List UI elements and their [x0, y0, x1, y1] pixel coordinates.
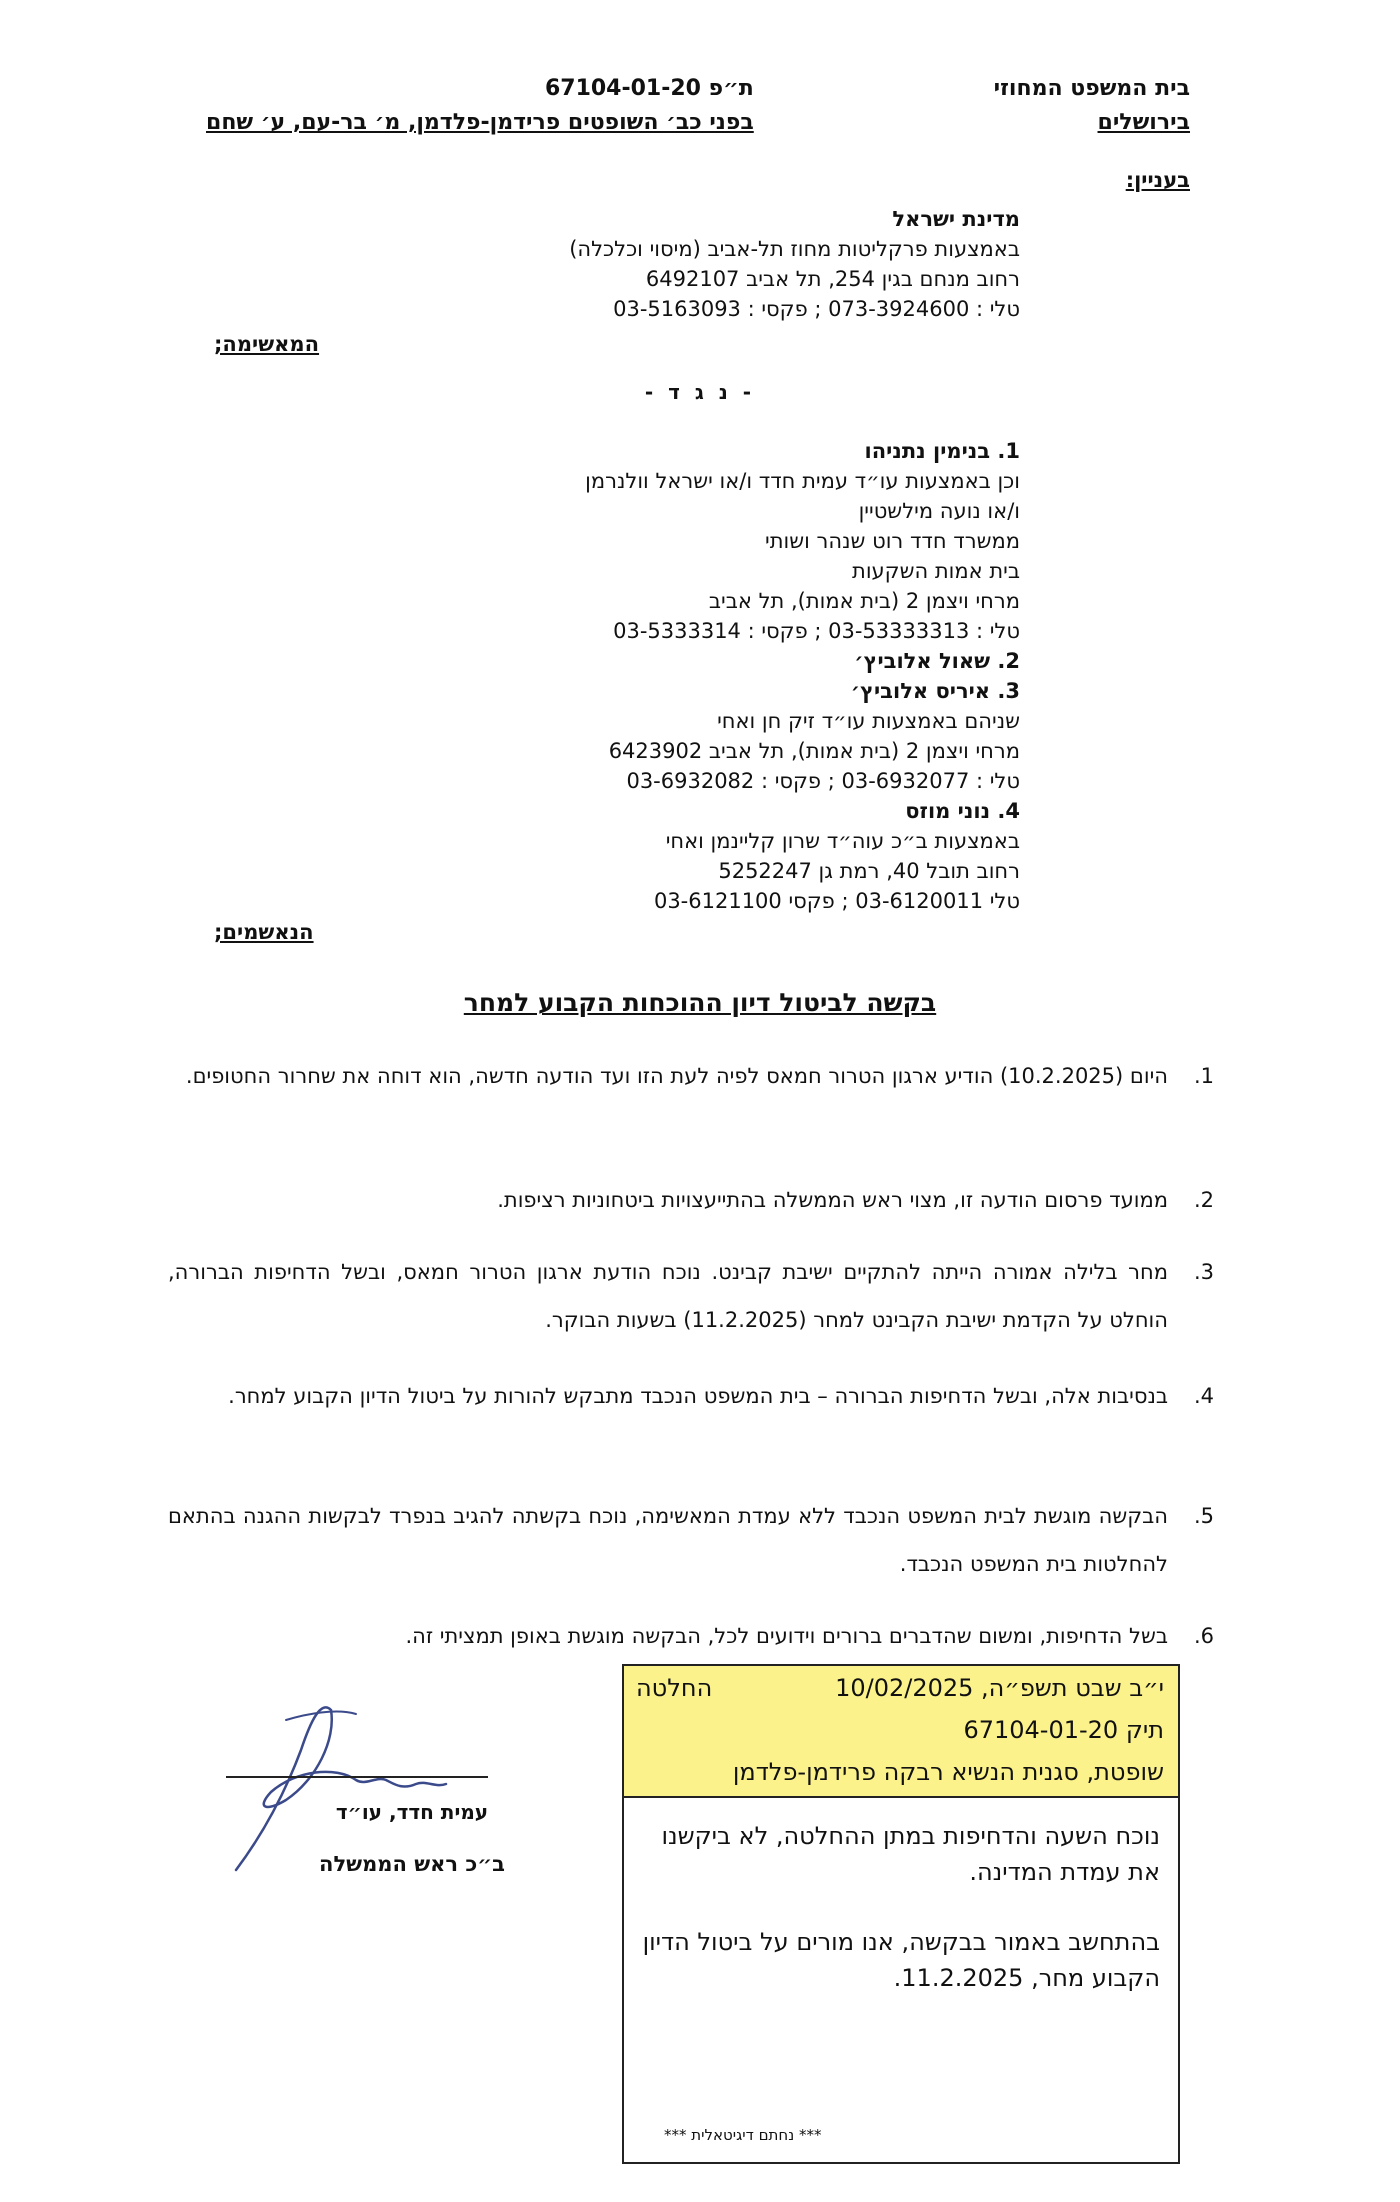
signature-line — [226, 1776, 488, 1778]
judges-line: בפני כב׳ השופטים פרידמן-פלדמן, מ׳ בר-עם, ע׳ שחם — [206, 110, 754, 135]
decision-judge: שופטת, סגנית הנשיא רבקה פרידמן-פלדמן — [732, 1758, 1164, 1786]
defendant-line: באמצעות ב״כ עוה״ד שרון קליינמן ואחי — [665, 829, 1020, 853]
request-item — [168, 1052, 1214, 1100]
item-number: 4. — [1193, 1384, 1214, 1408]
defendant-line: רחוב תובל 40, רמת גן 5252247 — [718, 859, 1020, 883]
court-header — [994, 72, 1190, 140]
defendant-line: וכן באמצעות עו״ד עמית חדד ו/או ישראל וולנרמן — [585, 469, 1020, 493]
signatory-name: עמית חדד, עו״ד — [335, 1800, 489, 1824]
prosecution-name: מדינת ישראל — [892, 207, 1020, 231]
request-item — [168, 1612, 1214, 1660]
item-text: מחר בלילה אמורה הייתה להתקיים ישיבת קבינט. נוכח הודעת ארגון הטרור חמאס, ובשל הדחיפות הברורה, הוחלט על הקדמת ישיבת הקבינט למחר (11.2.2025) בשעות הבוקר. — [168, 1260, 1168, 1332]
prosecution-line: באמצעות פרקליטות מחוז תל-אביב (מיסוי וכלכלה) — [569, 237, 1020, 261]
prosecution-line: טלי : 073-3924600 ; פקסי : 03-5163093 — [613, 297, 1020, 321]
defendants-block — [585, 436, 1020, 916]
item-number: 6. — [1193, 1624, 1214, 1648]
handwritten-signature-icon — [226, 1680, 496, 1880]
defendant-line: בית אמות השקעות — [852, 559, 1020, 583]
decision-header — [624, 1666, 1178, 1798]
decision-case-number: 67104-01-20 — [963, 1716, 1119, 1744]
court-name: בית המשפט המחוזי — [993, 76, 1190, 101]
defendant-line: טלי 03-6120011 ; פקסי 03-6121100 — [653, 889, 1020, 913]
item-number: 3. — [1193, 1260, 1214, 1284]
defendant-line: טלי : 03-53333313 ; פקסי : 03-5333314 — [613, 619, 1020, 643]
case-number: ת״פ 67104-01-20 — [544, 76, 754, 101]
defendant-line: טלי : 03-6932077 ; פקסי : 03-6932082 — [626, 769, 1020, 793]
defendant-line: מרחי ויצמן 2 (בית אמות), תל אביב 6423902 — [608, 739, 1020, 763]
prosecution-line: רחוב מנחם בגין 254, תל אביב 6492107 — [645, 267, 1020, 291]
re-label: בעניין: — [1125, 168, 1190, 192]
request-item — [168, 1248, 1214, 1344]
defendant-2-name: 2. שאול אלוביץ׳ — [854, 649, 1020, 673]
request-title: בקשה לביטול דיון ההוכחות הקבוע למחר — [463, 988, 937, 1017]
decision-paragraph: בהתחשב באמור בבקשה, אנו מורים על ביטול הדיון הקבוע מחר, 11.2.2025. — [642, 1928, 1160, 1992]
defendant-1-name: 1. בנימין נתניהו — [864, 439, 1020, 463]
prosecution-role: המאשימה; — [214, 332, 320, 356]
item-number: 2. — [1193, 1188, 1214, 1212]
defendant-4-name: 4. נוני מוזס — [905, 799, 1020, 823]
item-text: בנסיבות אלה, ובשל הדחיפות הברורה – בית המשפט הנכבד מתבקש להורות על ביטול הדיון הקבוע למחר. — [228, 1384, 1168, 1408]
defendant-line: שניהם באמצעות עו״ד זיק חן ואחי — [717, 709, 1020, 733]
item-text: ממועד פרסום הודעה זו, מצוי ראש הממשלה בהתייעצויות ביטחוניות רציפות. — [497, 1188, 1168, 1212]
request-item — [168, 1176, 1214, 1224]
court-decision-box — [622, 1664, 1180, 2164]
request-item — [168, 1492, 1214, 1588]
decision-paragraph: נוכח השעה והדחיפות במתן ההחלטה, לא ביקשנו את עמדת המדינה. — [661, 1822, 1160, 1886]
decision-label: החלטה — [636, 1674, 713, 1702]
signatory-role: ב״כ ראש הממשלה — [319, 1852, 505, 1876]
decision-body — [624, 1798, 1178, 1996]
case-header — [206, 72, 754, 140]
decision-date: י״ב שבט תשפ״ה, 10/02/2025 — [835, 1674, 1164, 1702]
defendant-line: ו/או נועה מילשטיין — [858, 499, 1020, 523]
prosecution-block — [569, 204, 1020, 324]
decision-case — [963, 1716, 1164, 1744]
item-number: 5. — [1193, 1504, 1214, 1528]
defendants-role: הנאשמים; — [214, 920, 314, 944]
defendant-line: ממשרד חדד רוט שנהר ושותי — [765, 529, 1020, 553]
court-city: בירושלים — [1097, 110, 1190, 135]
item-number: 1. — [1193, 1064, 1214, 1088]
defendant-line: מרחי ויצמן 2 (בית אמות), תל אביב — [708, 589, 1020, 613]
defendant-3-name: 3. איריס אלוביץ׳ — [850, 679, 1020, 703]
item-text: הבקשה מוגשת לבית המשפט הנכבד ללא עמדת המאשימה, נוכח בקשתה להגיב בנפרד לבקשות ההגנה בהתאם להחלטות בית המשפט הנכבד. — [168, 1504, 1168, 1576]
signature — [226, 1680, 496, 1880]
decision-case-label: תיק — [1125, 1716, 1164, 1744]
request-item — [168, 1372, 1214, 1420]
item-text: בשל הדחיפות, ומשום שהדברים ברורים וידועים לכל, הבקשה מוגשת באופן תמציתי זה. — [405, 1624, 1168, 1648]
item-text: היום (10.2.2025) הודיע ארגון הטרור חמאס לפיה לעת הזו ועד הודעה חדשה, הוא דוחה את שחרור החטופים. — [185, 1064, 1168, 1088]
digital-signature-note: *** נחתם דיגיטאלית *** — [664, 2126, 822, 2144]
versus-separator: - נ ג ד - — [644, 380, 756, 404]
